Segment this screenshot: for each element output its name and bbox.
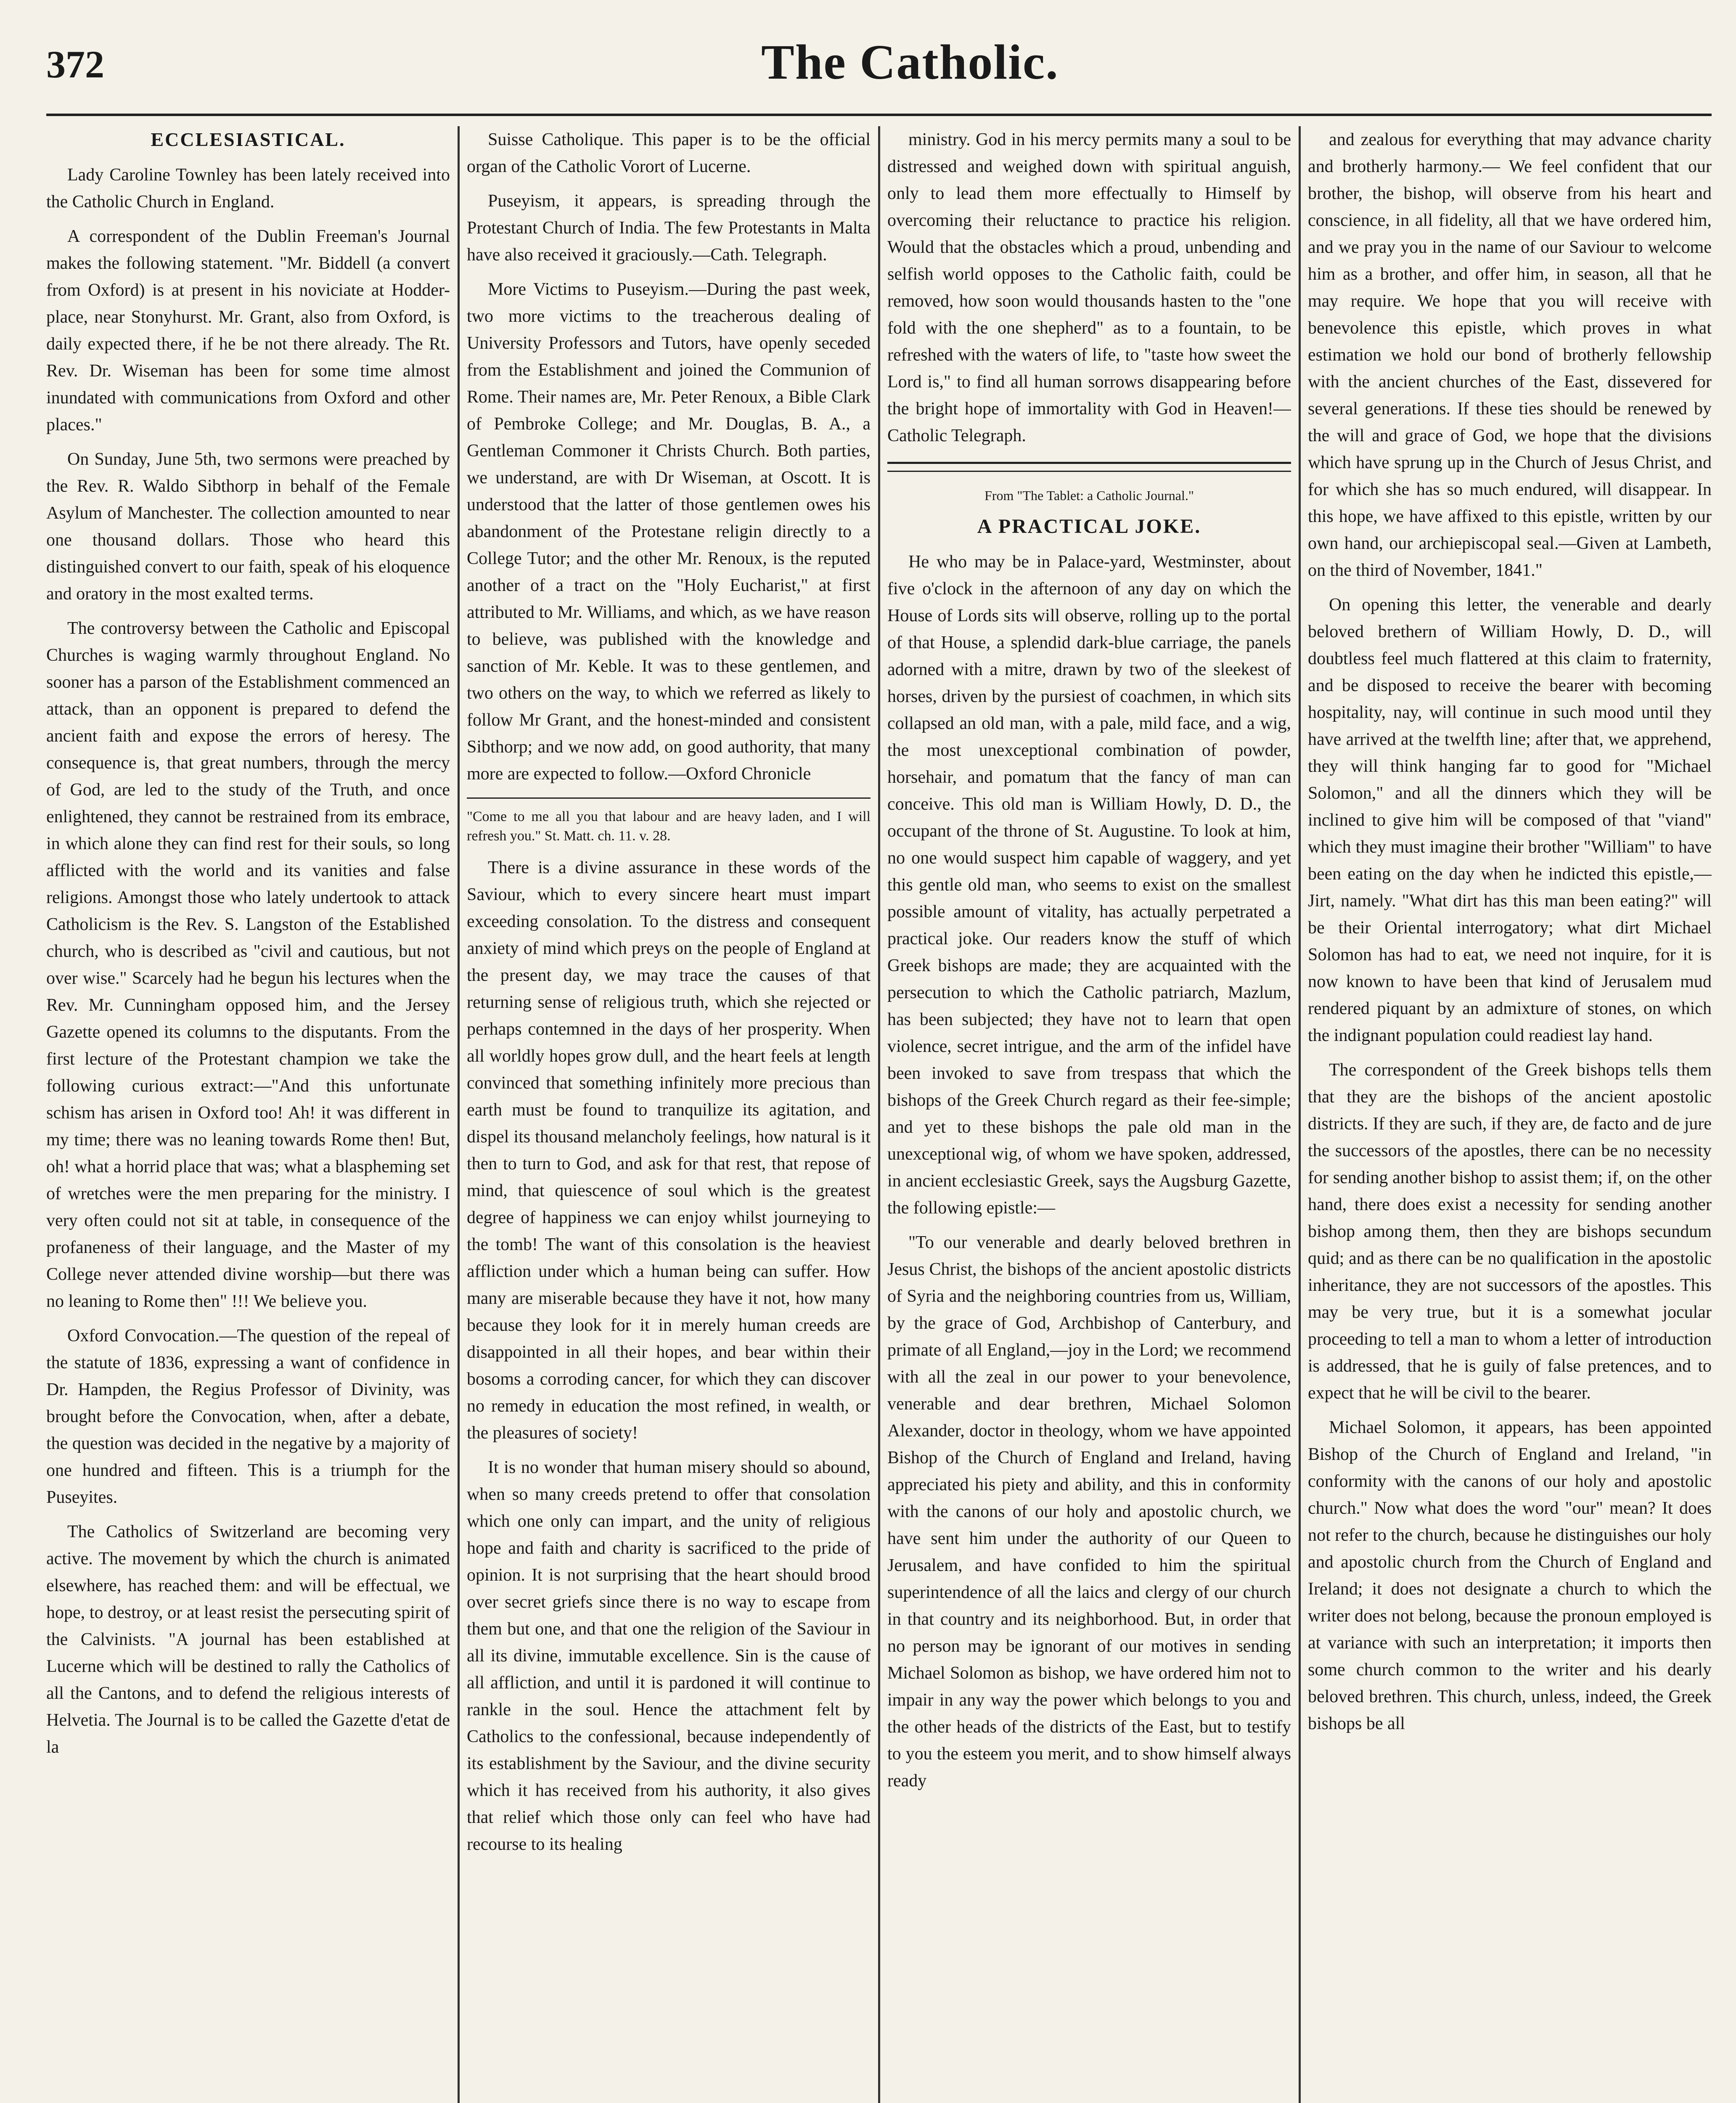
article-paragraph: Oxford Convocation.—The question of the repeal of the statute of 1836, expressing a want of confidence in Dr. Hampden, the Regius Professor of Divinity, was brought before the Convocation, when, after a debate, the question was decided in the negative by a majority of one hundred and fifteen. This is a triumph for the Puseyites.	[46, 1326, 450, 1507]
column-2	[467, 126, 871, 2103]
article-paragraph: On Sunday, June 5th, two sermons were preached by the Rev. R. Waldo Sibthorp in behalf of the Female Asylum of Manchester. The collection amounted to near one thousand dollars. Those who heard this distinguished convert to our faith, speak of his eloquence and oratory in the most exalted terms.	[46, 450, 450, 604]
column-rule	[878, 126, 880, 2103]
page-header	[46, 17, 1712, 116]
article-paragraph: The correspondent of the Greek bishops tells them that they are the bishops of the ancient apostolic districts. If they are such, if they are, de facto and de jure the successors of the apostles, there can be no necessity for sending another bishop to assist them; if, on the other hand, there does exist a necessity for sending another bishop among them, then they are bishops secundum quid; and as there can be no qualification in the apostolic inheritance, they are not successors of the apostles. This may be very true, but it is a somewhat jocular proceeding to tell a man to whom a letter of introduction is addressed, that he is guily of false pretences, and to expect that he will be civil to the bearer.	[1308, 1060, 1712, 1403]
article-paragraph: There is a divine assurance in these words of the Saviour, which to every sincere heart must impart exceeding consolation. To the distress and consequent anxiety of mind which preys on the people of England at the present day, we may trace the causes of that returning sense of religious truth, which she rejected or perhaps contemned in the days of her prosperity. When all worldly hopes grow dull, and the heart feels at length convinced that something infinitely more precious than earth must be found to tranquilize its agitation, and dispel its thousand melancholy feelings, how natural is it then to turn to God, and ask for that rest, that repose of mind, that quiescence of soul which is the greatest degree of happiness we can enjoy whilst journeying to the tomb! The want of this consolation is the heaviest affliction under which a human being can suffer. How many are miserable because they have it not, how many because they look for it in merely human creeds are disappointed in all their hopes, and bear within their bosoms a corroding cancer, for which they can discover no remedy in education the most refined, in wealth, or the pleasures of society!	[467, 858, 871, 1443]
masthead-title: The Catholic.	[761, 34, 1059, 90]
article-paragraph: "To our venerable and dearly beloved brethren in Jesus Christ, the bishops of the ancient apostolic districts of Syria and the neighboring countries from us, William, by the grace of God, Archbishop of Canterbury, and primate of all England,—joy in the Lord; we recommend with all the zeal in our power to your benevolence, venerable and dear brethren, Michael Solomon Alexander, doctor in theology, whom we have appointed Bishop of the Church of England and Ireland, having appreciated his piety and ability, and this in conformity with the canons of our holy and apostolic church, we have sent him under the authority of our Queen to Jerusalem, and have confided to him the spiritual superintendence of all the laics and clergy of our church in that country and its neighborhood. But, in order that no person may be ignorant of our motives in sending Michael Solomon as bishop, we have ordered him not to impair in any way the power which belongs to you and the other heads of the districts of the East, but to testify to you the esteem you merit, and to show himself always ready	[887, 1233, 1291, 1790]
article-paragraph: He who may be in Palace-yard, Westminster, about five o'clock in the afternoon of any day on which the House of Lords sits will observe, rolling up to the portal of that House, a splendid dark-blue carriage, the panels adorned with a mitre, drawn by two of the sleekest of horses, driven by the pursiest of coachmen, in which sits collapsed an old man, with a pale, mild face, and a wig, the most unexceptional combination of powder, horsehair, and pomatum that the fancy of man can conceive. This old man is William Howly, D. D., the occupant of the throne of St. Augustine. To look at him, no one would suspect him capable of waggery, and yet this gentle old man, who seems to exist on the smallest possible amount of vitality, has actually perpetrated a practical joke. Our readers know the stuff of which Greek bishops are made; they are acquainted with the persecution to which the Catholic patriarch, Mazlum, has been subjected; they have not to learn that open violence, secret intrigue, and the arm of the infidel have been invoked to save from trespass that which the bishops of the Greek Church regard as their fee-simple; and yet to these bishops the pale old man in the unexceptional wig, of whom we have spoken, addressed, in ancient ecclesiastic Greek, says the Augsburg Gazette, the following epistle:—	[887, 552, 1291, 1218]
column-3	[887, 126, 1291, 2103]
section-heading-ecclesiastical: ECCLESIASTICAL.	[151, 129, 346, 150]
article-paragraph: Puseyism, it appears, is spreading through the Protestant Church of India. The few Protestants in Malta have also received it graciously.—Cath. Telegraph.	[467, 191, 871, 265]
column-4	[1308, 126, 1712, 2103]
article-paragraph: ministry. God in his mercy permits many a soul to be distressed and weighed down with spiritual anguish, only to lead them more effectually to Himself by overcoming their reluctance to practice his religion. Would that the obstacles which a proud, unbending and selfish world opposes to the Catholic faith, could be removed, how soon would thousands hasten to the "one fold with the one shepherd" as to a fountain, to be refreshed with the waters of life, to "taste how sweet the Lord is," to find all human sorrows disappearing before the bright hope of immortality with God in Heaven!—Catholic Telegraph.	[887, 130, 1291, 445]
column-1	[46, 126, 450, 2103]
article-paragraph: The Catholics of Switzerland are becoming very active. The movement by which the church is animated elsewhere, has reached them: and will be effectual, we hope, to destroy, or at least resist the persecuting spirit of the Calvinists. "A journal has been established at Lucerne which will be destined to rally the Catholics of all the Cantons, and to defend the religious interests of Helvetia. The Journal is to be called the Gazette d'etat de la	[46, 1522, 450, 1757]
article-paragraph: Lady Caroline Townley has been lately received into the Catholic Church in England.	[46, 165, 450, 212]
section-heading-practical-joke: A PRACTICAL JOKE.	[977, 515, 1201, 538]
article-paragraph: More Victims to Puseyism.—During the past week, two more victims to the treacherous dealing of University Professors and Tutors, have openly seceded from the Establishment and joined the Communion of Rome. Their names are, Mr. Peter Renoux, a Bible Clark of Pembroke College; and Mr. Douglas, B. A., a Gentleman Commoner it Christs Church. Both parties, we understand, are with Dr Wiseman, at Oscott. It is understood that the latter of those gentlemen owes his abandonment of the Protestane religin directly to a College Tutor; and the other Mr. Renoux, is the reputed another of a tract on the "Holy Eucharist," at first attributed to Mr. Williams, and which, as we have reason to believe, was published with the knowledge and sanction of Mr. Keble. It was to these gentlemen, and two others on the way, to which we referred as likely to follow Mr Grant, and the honest-minded and consistent Sibthorp; and we now add, on good authority, that many more are expected to follow.—Oxford Chronicle	[467, 280, 871, 784]
page-number: 372	[46, 43, 104, 86]
article-paragraph: and zealous for everything that may advance charity and brotherly harmony.— We feel confident that our brother, the bishop, will observe from his heart and conscience, in all fidelity, all that we have ordered him, and we pray you in the name of our Saviour to welcome him as a brother, and offer him, in season, all that he may require. We hope that you will receive with benevolence this epistle, which proves in what estimation we hold our bond of brotherly fellowship with the ancient churches of the East, dissevered for several generations. If these ties should be renewed by the will and grace of God, we hope that the divisions which have sprung up in the Church of Jesus Christ, and for which she has so much endured, will disappear. In this hope, we have affixed to this epistle, written by our own hand, our archiepiscopal seal.—Given at Lambeth, on the third of November, 1841."	[1308, 130, 1712, 580]
article-paragraph: A correspondent of the Dublin Freeman's Journal makes the following statement. "Mr. Biddell (a convert from Oxford) is at present in his noviciate at Hodder-place, near Stonyhurst. Mr. Grant, also from Oxford, is daily expected there, if he be not there already. The Rt. Rev. Dr. Wiseman has been for some time almost inundated with communications from Oxford and other places."	[46, 227, 450, 434]
article-columns	[46, 126, 1712, 2103]
column-rule	[458, 126, 460, 2103]
article-paragraph: On opening this letter, the venerable and dearly beloved brethern of William Howly, D. D., will doubtless feel much flattered at this claim to fraternity, and be disposed to receive the bearer with becoming hospitality, nay, will continue in such mood until they have arrived at the twelfth line; after that, we apprehend, they will think hanging far to good for "Michael Solomon," and all the dinners which they will be inclined to give him will be composed of that "viand" which they must imagine their brother "William" to have been eating on the day when he indicted this epistle,—Jirt, namely. "What dirt has this man been eating?" will be their Oriental interrogatory; what dirt Michael Solomon has had to eat, we need not inquire, for it is now known to have been that kind of Jerusalem mud rendered piquant by an admixture of stones, on which the indignant population could readiest lay hand.	[1308, 595, 1712, 1045]
article-paragraph: It is no wonder that human misery should so abound, when so many creeds pretend to offer that consolation which one only can impart, and the unity of religious hope and faith and charity is sacrificed to the pride of opinion. It is not surprising that the heart should brood over secret griefs since there is no way to escape from them but one, and that one the religion of the Saviour in all its divine, immutable excellence. Sin is the cause of all affliction, and until it is pardoned it will continue to rankle in the soul. Hence the attachment felt by Catholics to the confessional, because independently of its establishment by the Saviour, and the divine security which it has received from his authority, it also gives that relief which those only can feel who have had recourse to its healing	[467, 1458, 871, 1854]
article-paragraph: Michael Solomon, it appears, has been appointed Bishop of the Church of England and Ireland, "in conformity with the canons of our holy and apostolic church." Now what does the word "our" mean? It does not refer to the church, because he distinguishes our holy and apostolic church from the Church of England and Ireland; it does not designate a church to which the writer does not belong, because the pronoun employed is at variance with such an interpretation; it imports then some church common to the writer and his dearly beloved brethren. This church, unless, indeed, the Greek bishops be all	[1308, 1418, 1712, 1733]
section-divider	[467, 797, 871, 799]
column-rule	[1299, 126, 1301, 2103]
section-divider	[887, 462, 1291, 472]
article-paragraph: The controversy between the Catholic and Episcopal Churches is waging warmly throughout England. No sooner has a parson of the Establishment commenced an attack, than an opponent is prepared to defend the ancient faith and expose the errors of heresy. The consequence is, that great numbers, through the mercy of God, are led to the study of the Truth, and once enlightened, they cannot be restrained from its embrace, in which alone they can find rest for their souls, so long afflicted with the world and its vanities and false religions. Amongst those who lately undertook to attack Catholicism is the Rev. S. Langston of the Established church, who is described as "civil and cautious, but not over wise." Scarcely had he begun his lectures when the Rev. Mr. Cunningham opposed him, and the Jersey Gazette opened its columns to the disputants. From the first lecture of the Protestant champion we take the following curious extract:—"And this unfortunate schism has arisen in Oxford too! Ah! it was different in my time; there was no leaning towards Rome then! But, oh! what a horrid place that was; what a blaspheming set of wretches were the men preparing for the ministry. I very often could not sit at table, in consequence of the profaneness of their language, and the Master of my College never attended divine worship—but there was no leaning to Rome then" !!! We believe you.	[46, 619, 450, 1311]
article-paragraph: Suisse Catholique. This paper is to be the official organ of the Catholic Vorort of Lucerne.	[467, 130, 871, 176]
source-attribution: From "The Tablet: a Catholic Journal."	[984, 488, 1194, 503]
epigraph-quote: "Come to me all you that labour and are heavy laden, and I will refresh you." St. Matt. ch. 11. v. 28.	[467, 809, 871, 844]
